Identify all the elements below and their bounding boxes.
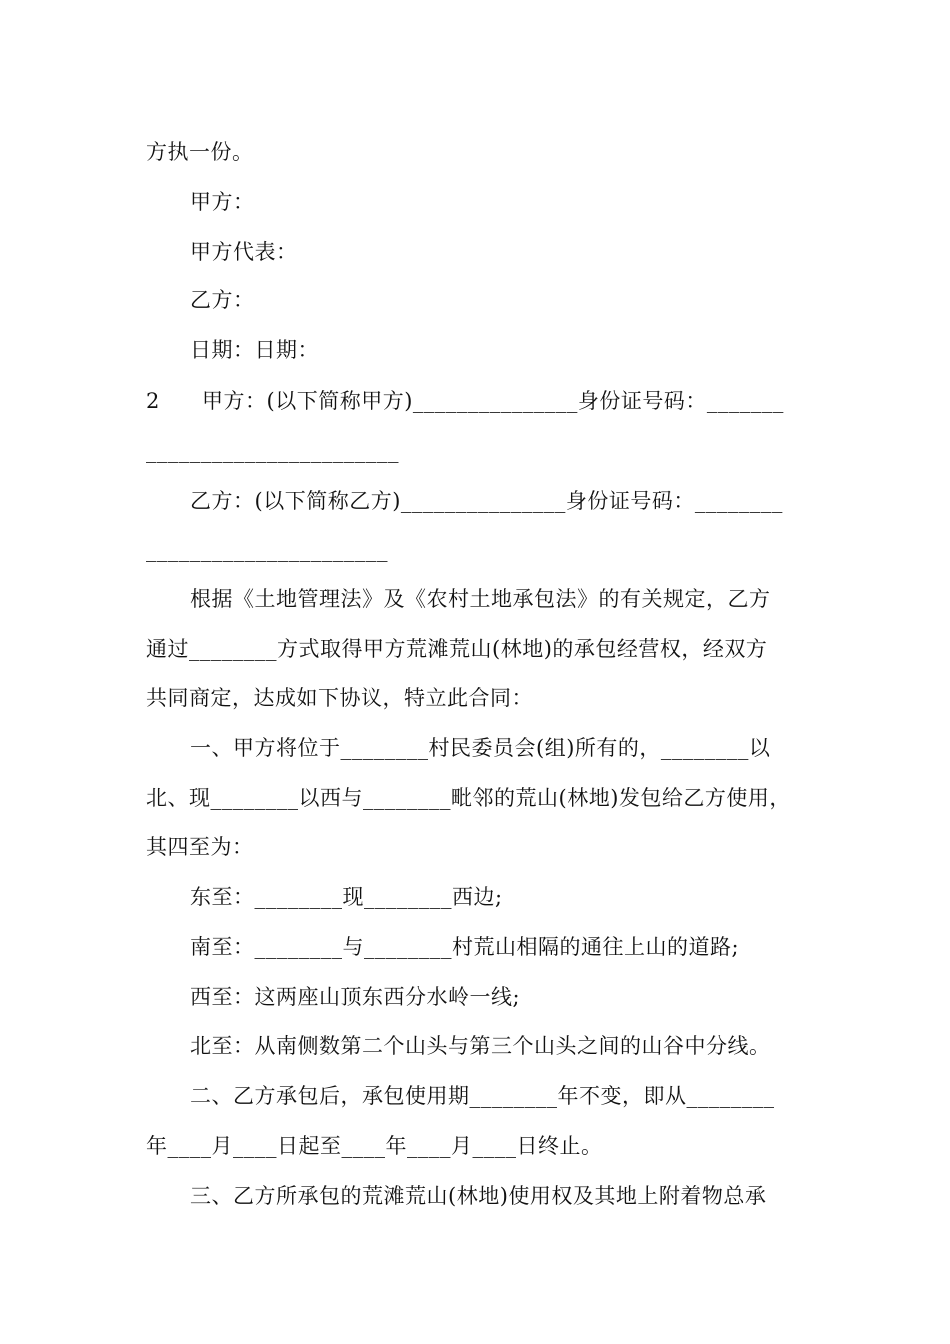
text-line: ______________________ xyxy=(146,538,388,562)
text-line: 西至：这两座山顶东西分水岭一线; xyxy=(190,985,521,1009)
text-line: 南至：________与________村荒山相隔的通往上山的道路; xyxy=(190,935,740,959)
text-line: 北至：从南侧数第二个山头与第三个山头之间的山谷中分线。 xyxy=(190,1034,771,1058)
text-line: 方执一份。 xyxy=(146,140,254,164)
text-line: 通过________方式取得甲方荒滩荒山(林地)的承包经营权，经双方 xyxy=(146,637,768,661)
text-line: 其四至为： xyxy=(146,835,254,859)
text-line: 一、甲方将位于________村民委员会(组)所有的，________以 xyxy=(190,736,771,760)
text-line: 二、乙方承包后，承包使用期________年不变，即从________ xyxy=(190,1084,775,1108)
text-line: 根据《土地管理法》及《农村土地承包法》的有关规定，乙方 xyxy=(190,587,771,611)
text-line: 甲方代表： xyxy=(190,240,298,264)
text-line: 甲方： xyxy=(190,190,255,214)
text-line: 甲方：(以下简称甲方)_______________身份证号码：_______ xyxy=(202,389,784,413)
text-line: 乙方： xyxy=(190,288,255,312)
text-line: 东至：________现________西边; xyxy=(190,885,503,909)
section-number: 2 xyxy=(146,389,160,413)
text-line: 北、现________以西与________毗邻的荒山(林地)发包给乙方使用， xyxy=(146,786,791,810)
text-line: 日期：日期： xyxy=(190,338,319,362)
text-line: 共同商定，达成如下协议，特立此合同： xyxy=(146,686,533,710)
text-line: _______________________ xyxy=(146,439,399,463)
text-line: 年____月____日起至____年____月____日终止。 xyxy=(146,1134,603,1158)
text-line: 三、乙方所承包的荒滩荒山(林地)使用权及其地上附着物总承 xyxy=(190,1184,767,1208)
text-line: 乙方：(以下简称乙方)_______________身份证号码：________ xyxy=(190,489,783,513)
